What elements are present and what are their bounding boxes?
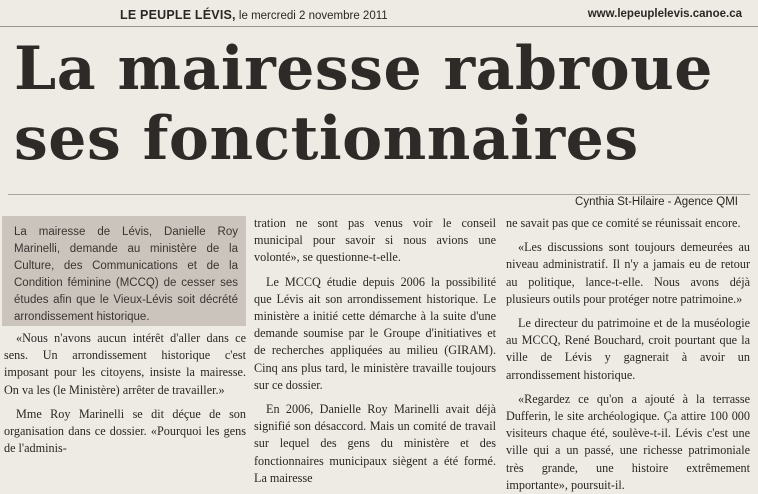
article-byline: Cynthia St-Hilaire - Agence QMI <box>575 196 738 208</box>
paragraph: «Regardez ce qu'on a ajouté à la terrasse Dufferin, le site archéologique. Ça attire 100 000 visiteurs chaque été, soulève-t-il. Lévis c'est une ville qui a un passé, une richesse patrimoniale très grande, une histoire extrêmement importante», poursuit-il. <box>506 391 750 492</box>
paragraph: «Les discussions sont toujours demeurées au niveau administratif. Il n'y a jamais eu de retour au politique, lance-t-elle. Nous avons déjà plusieurs outils pour protéger notre patrimoine.» <box>506 240 750 306</box>
paragraph: Mme Roy Marinelli se dit déçue de son organisation dans ce dossier. «Pourquoi les gens de l'adminis- <box>4 406 246 456</box>
article-column-3 <box>506 215 750 494</box>
byline-divider <box>8 194 750 195</box>
paragraph: Le directeur du patrimoine et de la muséologie au MCCQ, René Bouchard, croit pourtant que la ville de Lévis y gagnerait à avoir un arrondissement historique. <box>506 316 750 382</box>
article-column-2 <box>254 215 496 487</box>
article-headline: La mairesse rabroue ses fonctionnaires <box>14 34 713 174</box>
lead-paragraph: La mairesse de Lévis, Danielle Roy Marinelli, demande au ministère de la Culture, des Communications et de la Condition féminine (MCCQ) de cesser ses études afin que le Vieux-Lévis soit décrété arrondissement historique. <box>2 216 246 326</box>
website-url: www.lepeuplelevis.canoe.ca <box>587 8 742 20</box>
paragraph: En 2006, Danielle Roy Marinelli avait déjà signifié son désaccord. Mais un comité de travail sur lequel des gens du ministère et des fonctionnaires municipaux siègent a été formé. La mairesse <box>254 402 496 485</box>
paragraph: «Nous n'avons aucun intérêt d'aller dans ce sens. Un arrondissement historique c'est imposant pour les citoyens, insiste la mairesse. On va les (le Ministère) arrêter de travailler.» <box>4 331 246 397</box>
publication-date: le mercredi 2 novembre 2011 <box>235 10 388 22</box>
page-header <box>0 0 758 26</box>
publication-line <box>120 8 388 22</box>
header-divider <box>0 26 758 27</box>
paragraph: Le MCCQ étudie depuis 2006 la possibilité que Lévis ait son arrondissement historique. Le ministère a initié cette démarche à la suite d'une demande soumise par le Groupe d'initiatives et de recherches appliquées au milieu (GIRAM). Cinq ans plus tard, le ministère travaille toujours sur ce dossier. <box>254 274 496 392</box>
article-column-1 <box>4 330 246 457</box>
paragraph: ne savait pas que ce comité se réunissait encore. <box>506 216 741 230</box>
paragraph: tration ne sont pas venus voir le conseil municipal pour savoir si nous avions une volonté», se questionne-t-elle. <box>254 216 496 265</box>
publication-name: LE PEUPLE LÉVIS, <box>120 8 236 22</box>
